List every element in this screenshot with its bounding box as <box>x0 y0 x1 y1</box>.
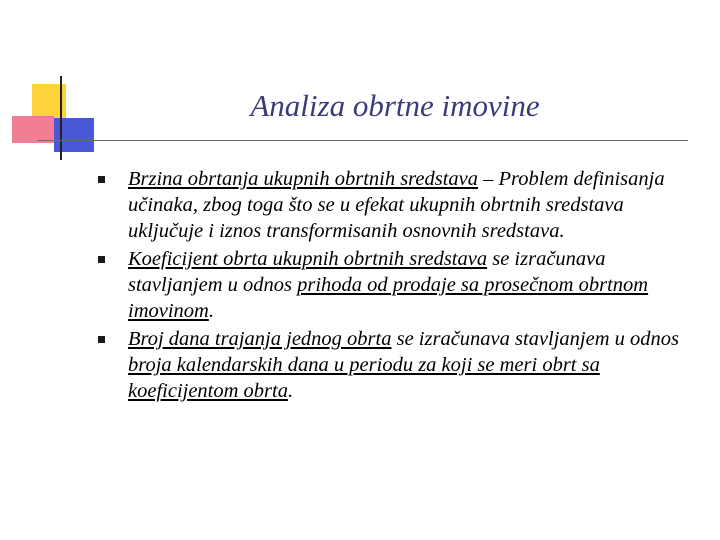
bullet-item <box>98 166 698 244</box>
title-underline-rule <box>38 140 688 141</box>
bullet-item <box>98 246 698 324</box>
bullet-term: Koeficijent obrta ukupnih obrtnih sredstava <box>128 248 488 270</box>
bullet-body: – Problem definisanja učinaka, zbog toga što se u efekat ukupnih obrtnih sredstava uključuje i iznos transformisanih osnovnih sredstava. <box>128 168 665 242</box>
bullet-item <box>98 326 698 404</box>
square-bullet-icon <box>98 256 105 263</box>
bullet-term: broja kalendarskih dana u periodu za koji se meri obrt sa koeficijentom obrta <box>128 354 600 402</box>
decor-red-square <box>12 116 54 143</box>
bullet-body: se izračunava stavljanjem u odnos <box>128 248 606 296</box>
square-bullet-icon <box>98 336 105 343</box>
slide-title: Analiza obrtne imovine <box>250 88 540 123</box>
bullet-body: . <box>208 300 214 322</box>
bullet-text <box>128 328 679 402</box>
bullet-term: prihoda od prodaje sa prosečnom obrtnom imovinom <box>128 274 649 322</box>
bullet-term: Broj dana trajanja jednog obrta <box>128 328 392 350</box>
bullet-term: Brzina obrtanja ukupnih obrtnih sredstava <box>128 168 479 190</box>
square-bullet-icon <box>98 176 105 183</box>
decor-vertical-line <box>60 76 62 160</box>
bullet-body: . <box>287 380 294 402</box>
bullet-list <box>98 166 698 406</box>
bullet-body: se izračunava stavljanjem u odnos <box>391 328 680 350</box>
bullet-text <box>128 248 648 322</box>
bullet-text <box>128 168 665 242</box>
